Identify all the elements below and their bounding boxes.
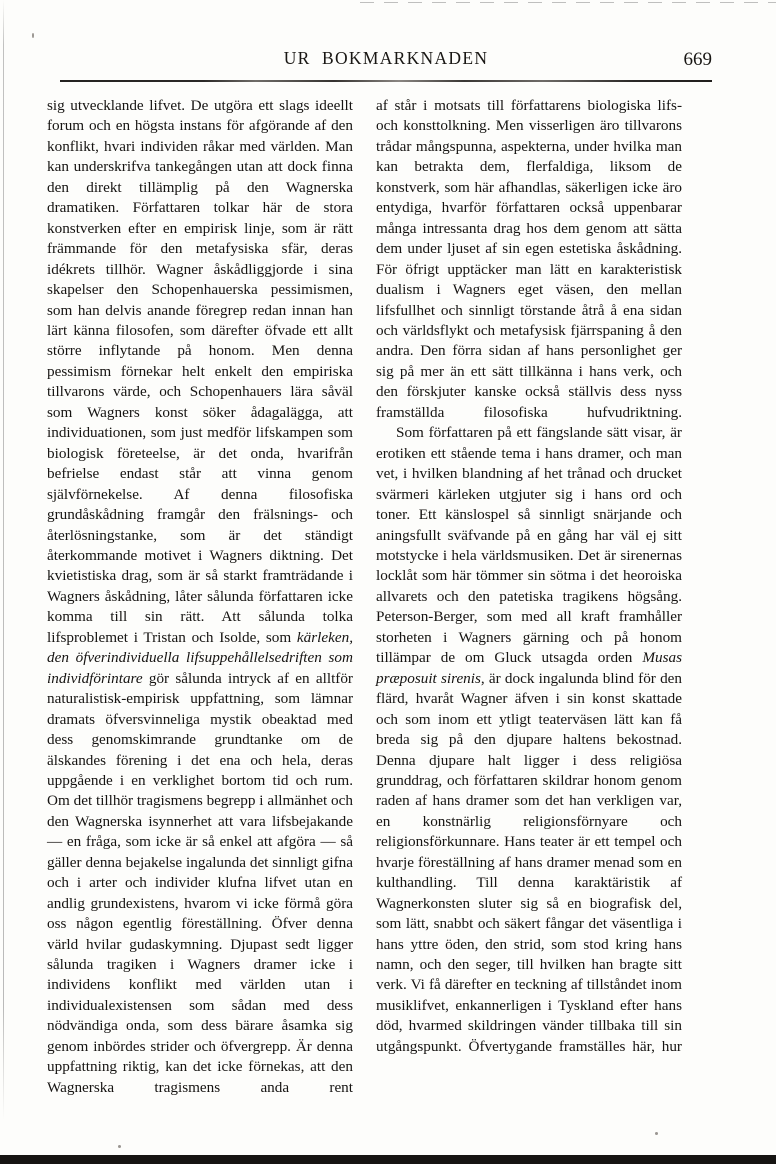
paragraph (376, 423, 682, 1078)
body-text: Som författaren på ett fängslande sätt visar, är erotiken ett stående tema i hans dramer, och man vet, i hvilken blandning af het trånad och drucket svärmeri kärleken utgjuter sig i hans ord och toner. Ett känslospel så sinnligt snärjande och aningsfullt sväfvande på en gång har väl ej sitt motstycke i hela världsmusiken. Det är sirenernas locklåt som här tömmer sin sötma i det heoroiska allvarets och den patetiska tragikens högsång. Peterson-Berger, som med all kraft framhåller storheten i Wagners gärning och på honom tillämpar de om Gluck utsagda orden (376, 424, 682, 667)
scan-edge-left (3, 0, 4, 1120)
scan-edge-bottom (0, 1155, 776, 1164)
running-head (60, 48, 712, 74)
body-text: , är dock ingalunda blind för den flärd, hvaråt Wagner äfven i sin konst skattade och som inom ett ytligt teaterväsen lätt kan få breda sig på den djupare haltens bekostnad. Denna djupare halt ligger i dess religiösa grunddrag, och författaren skildrar honom genom raden af hans dramer som det han verkligen var, en konstnärlig religionsförnyare och religionsförkunnare. Hans teater är ett tempel och hvarje föreställning af hans dramer menad som en kulthandling. Till denna karaktäristik af Wagnerkonsten sluter sig så en biografisk del, som lätt, snabbt och säkert fångar det väsentliga i hans yttre öden, den strid, som stod kring hans namn, och den seger, till hvilken han bragte sitt verk. Vi få därefter en teckning af tillståndet inom musiklifvet, enkannerligen i Tyskland efter hans död, hvarmed skildringen vänder tillbaka till sin utgångspunkt. Öfvertygande framställes här, hur (376, 669, 682, 1055)
scan-edge-top (360, 2, 776, 3)
column-right (376, 96, 682, 1078)
emphasis-text: kärleken, den öfverindividuella lifsuppehållelsedriften som individförintare (47, 628, 353, 687)
body-text: gör sålunda intryck af en alltför naturalistisk-empirisk uppfattning, som lämnar dramats öfversvinneliga mystik obeaktad med dess genomskimrande grundtanke om de älskandes förening i det ena och hela, deras uppgående i en verklighet bortom tid och rum. Om det tillhör tragismens begrepp i allmänhet och den Wagnerska isynnerhet att vara lifsbejakande — en fråga, som icke är så enkel att afgöra — så gäller denna bejakelse ingalunda det sinnligt gifna och i arter och individer klufna lifvet utan en andlig grundexistens, hvarom vi icke förmå göra oss någon egentlig föreställning. Öfver denna värld hvilar gudaskymning. Djupast sedt ligger sålunda tragiken i Wagners dramer icke i individens konflikt med världen utan i individualexistensen som sådan med dess nödvändiga onda, som dess bärare åsamka sig genom inbördes strider och öfvergrepp. Är denna uppfattning riktig, kan det icke förnekas, att den Wagnerska tragismens anda rent (47, 669, 353, 1096)
scan-speck (32, 33, 34, 38)
paragraph (376, 96, 682, 423)
emphasis-text: Musas præposuit sirenis (376, 649, 682, 687)
scan-speck (118, 1145, 121, 1148)
header-rule (60, 80, 712, 82)
body-text: af står i motsats till författarens biologiska lifs- och konsttolkning. Men visserligen äro tillvarons trådar mångspunna, aspekterna, under hvilka man kan betrakta dem, flerfaldiga, liksom de konstverk, som här afhandlas, säkerligen icke äro entydiga, hvarför författaren också uppenbarar många intressanta drag hos dem genom att sätta dem under ljuset af sin egen estetiska åskådning. För öfrigt upptäcker man lätt en karakteristisk dualism i Wagners eget väsen, den mellan lifsfullhet och sinnligt törstande åtrå å ena sidan och världsflykt och metafysisk fjärrspaning å den andra. Den förra sidan af hans personlighet ger sig på mer än ett sätt tillkänna i hans verk, och den förskjuter kanske också ställvis dess nyss framställda filosofiska hufvudriktning. (376, 97, 682, 421)
body-text: sig utvecklande lifvet. De utgöra ett slags ideellt forum och en högsta instans för afgörande af den konflikt, hvari individen råkar med världen. Man kan underskrifva tankegången utan att dock finna den direkt tillämplig på den Wagnerska dramatiken. Författaren tolkar här de stora konstverken efter en empirisk linje, som är rätt främmande för den metafysiska sfär, deras idékrets tillhör. Wagner åskådliggjorde i sina skapelser den Schopenhauerska pessimismen, som han delvis anande föregrep redan innan han lärt känna filosofen, som därefter öfvade ett allt större inflytande på honom. Men denna pessimism förnekar helt enkelt den empiriska tillvarons värde, och Schopenhauers lära såväl som Wagners konst söker ådagalägga, att individuationen, som just medför lifskampen som biologisk företeelse, är det onda, hvarifrån befrielse endast står att vinna genom självförnekelse. Af denna filosofiska grundåskådning framgår den frälsnings- och återlösningstanke, som är det ständigt återkommande motivet i Wagners diktning. Det kvietistiska drag, som är så starkt framträdande i Wagners åskådning, låter sålunda författaren icke komma till sin rätt. Att sålunda tolka lifsproblemet i Tristan och Isolde, som (47, 97, 353, 646)
text-body (47, 96, 729, 1119)
scan-speck (655, 1132, 658, 1135)
page-number: 669 (683, 49, 712, 70)
paragraph (47, 96, 353, 1119)
running-head-title: UR BOKMARKNADEN (283, 48, 489, 68)
column-left (47, 96, 353, 1119)
